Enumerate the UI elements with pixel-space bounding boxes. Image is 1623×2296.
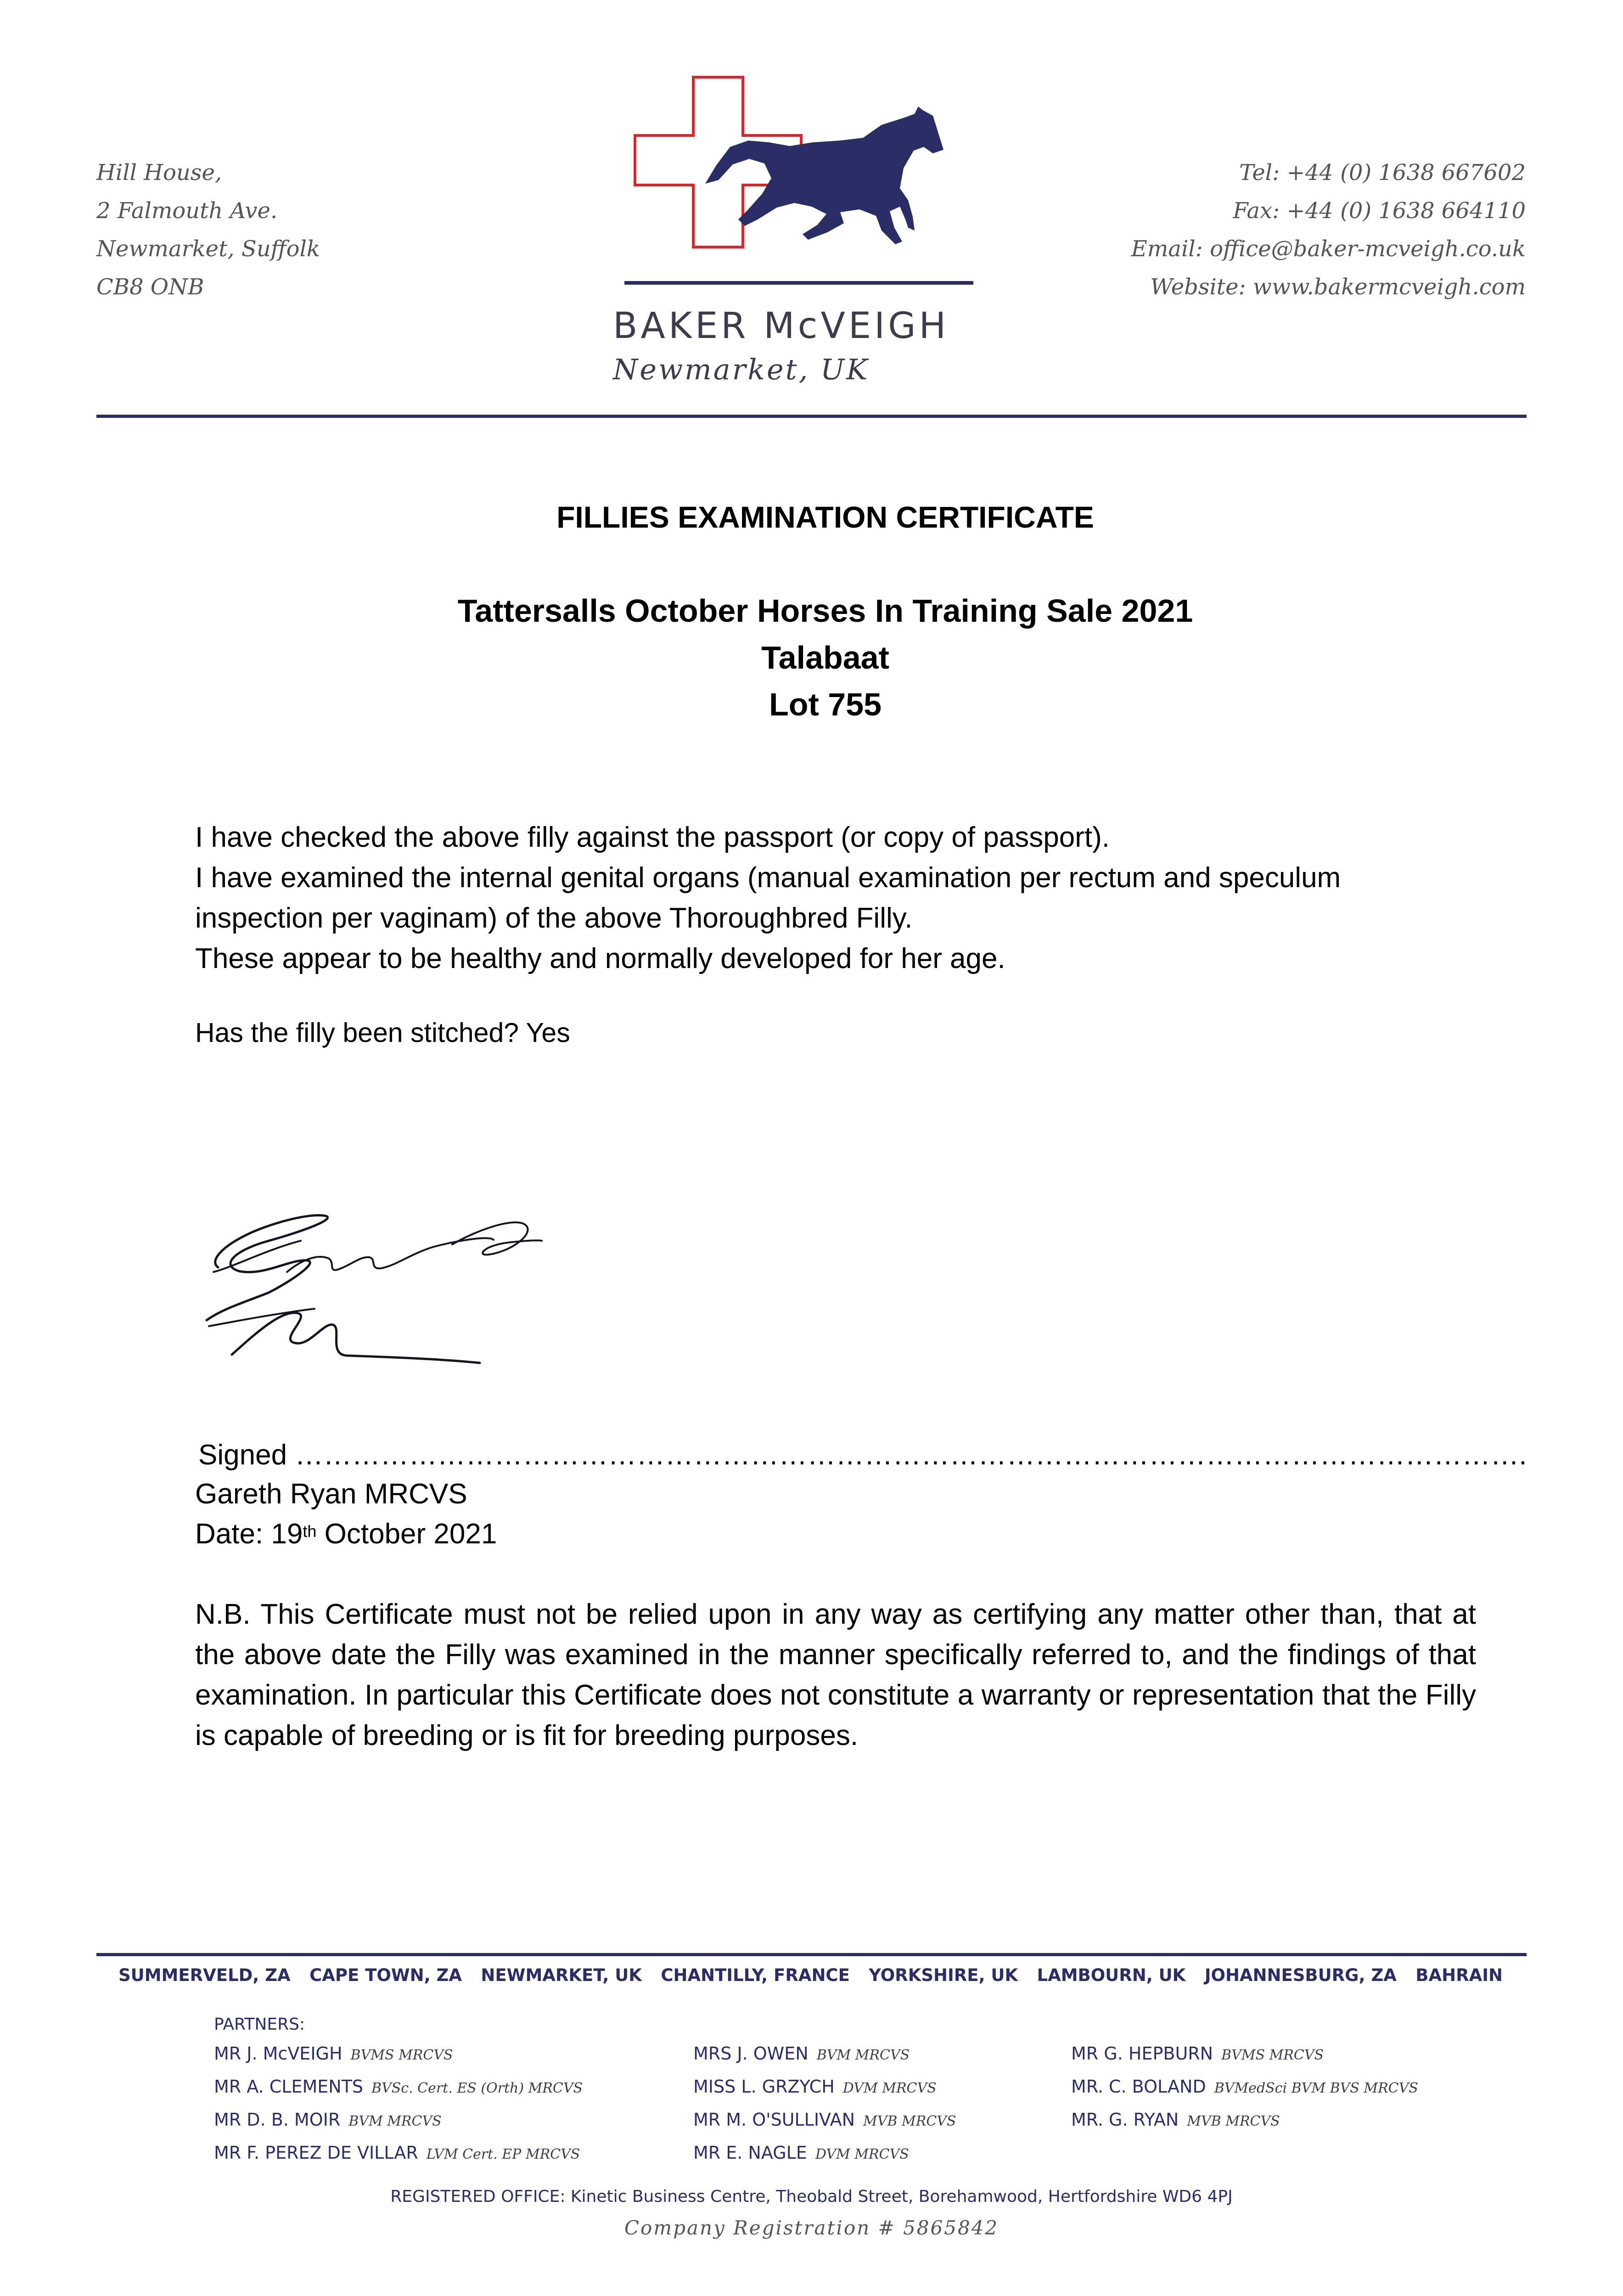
brand-location: Newmarket, UK	[613, 353, 870, 386]
partner-entry	[214, 2137, 583, 2170]
office-location: YORKSHIRE, UK	[869, 1965, 1018, 1985]
baker-mcveigh-logo	[624, 73, 973, 285]
partner-name: MR G. HEPBURN	[1071, 2043, 1213, 2064]
date-ordinal: th	[303, 1522, 317, 1541]
partner-qualifications: BVM MRCVS	[816, 2047, 910, 2063]
handwritten-signature	[195, 1203, 553, 1378]
header-divider	[96, 415, 1527, 418]
website-line: Website: www.bakermcveigh.com	[1150, 274, 1526, 300]
office-location: CHANTILLY, FRANCE	[661, 1965, 850, 1985]
partner-name: MR E. NAGLE	[693, 2143, 807, 2163]
horse-name: Talabaat	[761, 640, 889, 675]
partner-entry	[214, 2038, 583, 2071]
partners-column	[693, 2038, 956, 2170]
partner-name: MRS J. OWEN	[693, 2043, 809, 2064]
disclaimer: N.B. This Certificate must not be relied upon in any way as certifying any matter other than, that at the above date the Filly was examined in the manner specifically referred to, and the findings of that examination. In particular this Certificate does not constitute a warranty or representation that the Filly is capable of breeding or is fit for breeding purposes.	[195, 1598, 1476, 1751]
partner-qualifications: BVMS MRCVS	[350, 2047, 453, 2063]
phone-line: Tel: +44 (0) 1638 667602	[1239, 160, 1526, 186]
footer-divider	[96, 1953, 1527, 1956]
partner-name: MR A. CLEMENTS	[214, 2077, 364, 2097]
partner-qualifications: MVB MRCVS	[1187, 2113, 1280, 2129]
office-location: SUMMERVELD, ZA	[118, 1965, 291, 1985]
email-line: Email: office@baker-mcveigh.co.uk	[1131, 236, 1526, 262]
partner-qualifications: DVM MRCVS	[842, 2080, 937, 2096]
partner-qualifications: BVMS MRCVS	[1221, 2047, 1324, 2063]
partner-qualifications: LVM Cert. EP MRCVS	[426, 2146, 580, 2162]
partner-entry	[214, 2071, 583, 2104]
partner-qualifications: MVB MRCVS	[863, 2113, 956, 2129]
partner-name: MR. G. RYAN	[1071, 2110, 1179, 2130]
partner-name: MR J. McVEIGH	[214, 2043, 343, 2064]
logo-underline	[624, 281, 973, 285]
partner-qualifications: BVSc. Cert. ES (Orth) MRCVS	[371, 2080, 583, 2096]
examination-date	[195, 1514, 497, 1554]
address-line: Newmarket, Suffolk	[96, 236, 320, 262]
office-locations	[118, 1965, 1503, 1985]
stitched-question: Has the filly been stitched? Yes	[195, 1018, 570, 1048]
statement: I have checked the above filly against the passport (or copy of passport).	[195, 822, 1110, 853]
office-location: CAPE TOWN, ZA	[309, 1965, 462, 1985]
partner-qualifications: DVM MRCVS	[815, 2146, 909, 2162]
galloping-horse-icon	[705, 107, 943, 244]
partners-column	[1071, 2038, 1418, 2137]
partner-qualifications: BVMedSci BVM BVS MRCVS	[1214, 2080, 1418, 2096]
partner-entry	[693, 2071, 956, 2104]
address-line: Hill House,	[96, 160, 222, 186]
statement: I have examined the internal genital organs (manual examination per rectum and speculum inspection per vaginam) of the above Thoroughbred Filly.	[195, 862, 1341, 934]
registered-office: REGISTERED OFFICE: Kinetic Business Centre, Theobald Street, Borehamwood, Hertfordshire WD6 4PJ	[390, 2187, 1233, 2206]
partner-name: MR F. PEREZ DE VILLAR	[214, 2143, 418, 2163]
sale-title: Tattersalls October Horses In Training Sale 2021	[457, 593, 1193, 629]
office-location: BAHRAIN	[1415, 1965, 1503, 1985]
address-line: 2 Falmouth Ave.	[96, 198, 278, 224]
certificate-title: FILLIES EXAMINATION CERTIFICATE	[556, 500, 1094, 534]
brand-name: BAKER McVEIGH	[613, 305, 949, 347]
company-registration: Company Registration # 5865842	[624, 2217, 999, 2239]
partner-qualifications: BVM MRCVS	[348, 2113, 442, 2129]
partner-name: MR. C. BOLAND	[1071, 2077, 1206, 2097]
office-location: JOHANNESBURG, ZA	[1204, 1965, 1397, 1985]
partner-entry	[693, 2104, 956, 2137]
date-prefix: Date: 19	[195, 1518, 303, 1550]
partner-entry	[1071, 2104, 1418, 2137]
signatory-name: Gareth Ryan MRCVS	[195, 1478, 467, 1510]
address-line: CB8 ONB	[96, 274, 204, 300]
partner-entry	[1071, 2071, 1418, 2104]
examination-statements	[195, 817, 1462, 979]
lot-number: Lot 755	[769, 687, 882, 722]
date-rest: October 2021	[316, 1518, 497, 1550]
fax-line: Fax: +44 (0) 1638 664110	[1233, 198, 1526, 224]
company-address	[96, 154, 320, 306]
partner-entry	[693, 2137, 956, 2170]
partner-entry	[693, 2038, 956, 2071]
office-location: LAMBOURN, UK	[1037, 1965, 1186, 1985]
partners-label: PARTNERS:	[214, 2015, 305, 2034]
partner-name: MR D. B. MOIR	[214, 2110, 341, 2130]
partners-column	[214, 2038, 583, 2170]
partner-name: MR M. O'SULLIVAN	[693, 2110, 855, 2130]
office-location: NEWMARKET, UK	[481, 1965, 642, 1985]
partner-entry	[1071, 2038, 1418, 2071]
partner-name: MISS L. GRZYCH	[693, 2077, 835, 2097]
company-contact	[1131, 154, 1526, 306]
partner-entry	[214, 2104, 583, 2137]
signed-dotted-line: Signed ………………………………………………………………………………………………………………….	[198, 1439, 1527, 1471]
statement: These appear to be healthy and normally developed for her age.	[195, 943, 1005, 974]
